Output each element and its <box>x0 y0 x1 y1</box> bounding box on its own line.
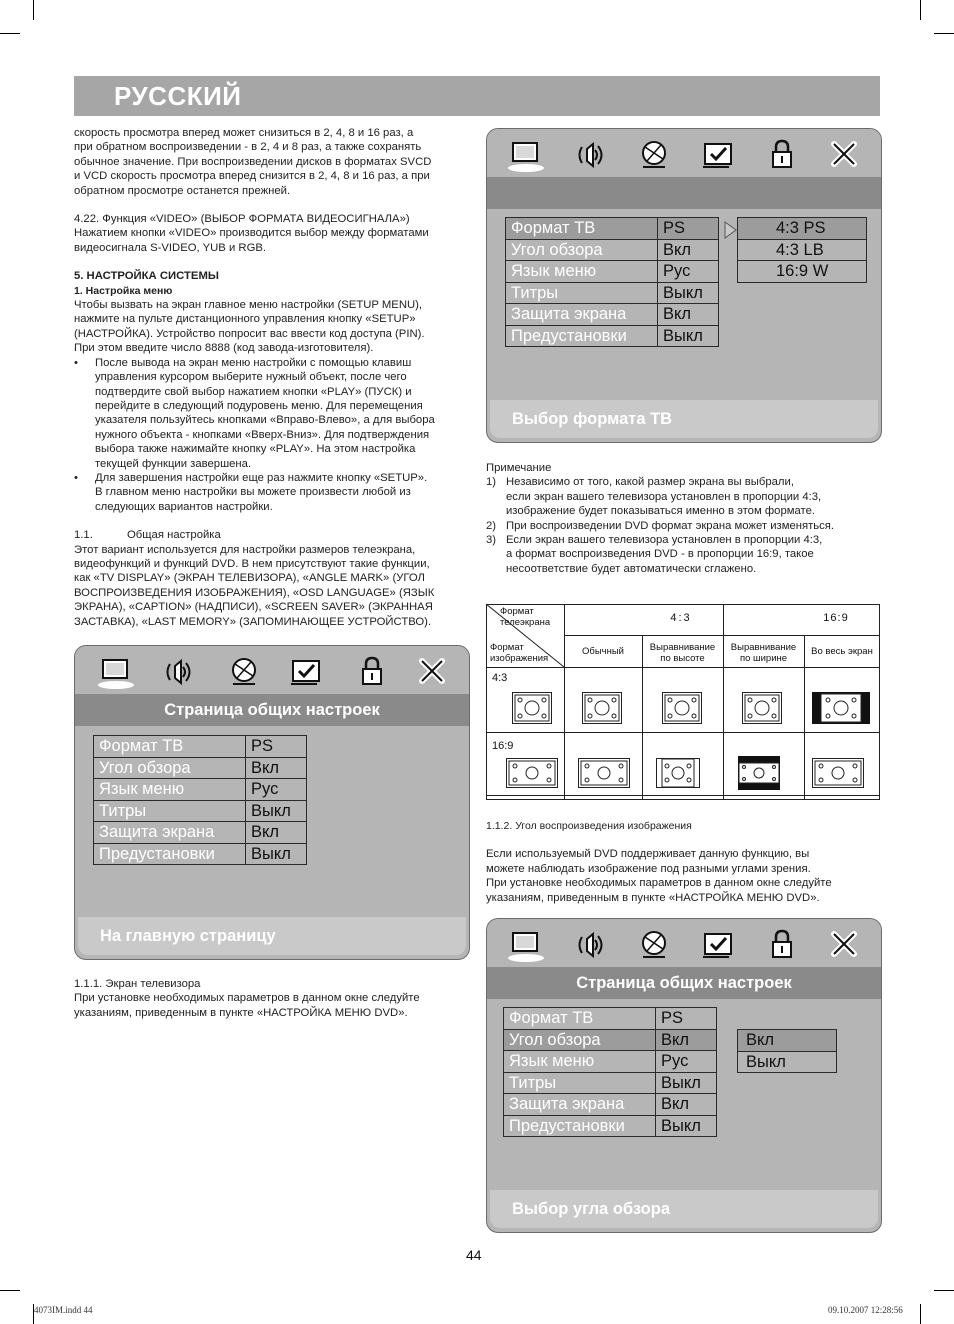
bullet-item <box>74 356 466 471</box>
text-line: ЭКРАНА), «CAPTION» (НАДПИСИ), «SCREEN SAVER» (ЭКРАННАЯ <box>74 601 433 614</box>
option-value: Выкл <box>656 1072 717 1094</box>
option-label: Язык меню <box>94 779 246 801</box>
menu-icon-bar <box>75 646 469 696</box>
text-line: перейдите в следующий подуровень меню. Для перемещения <box>95 399 423 412</box>
option-row[interactable] <box>506 239 719 261</box>
preferences-icon[interactable] <box>699 137 737 173</box>
menu-footer: Выбор угла обзора <box>490 1190 878 1228</box>
option-row[interactable] <box>94 736 307 758</box>
submenu-value: 16:9 W <box>738 261 867 283</box>
text-line: а формат воспроизведения DVD - в пропорции 16:9, такое <box>506 548 814 561</box>
subsection-heading: 1.1.1. Экран телевизора <box>74 978 201 990</box>
text-line: при обратном воспроизведении - в 2, 4 и 8 раз, а также сохранять <box>74 141 422 154</box>
tv-format-submenu <box>737 217 867 283</box>
setup-menu-tv-format <box>486 128 882 443</box>
tv-screen-text <box>74 977 466 1020</box>
close-icon[interactable] <box>825 137 863 173</box>
option-label: Защита экрана <box>504 1094 656 1116</box>
submenu-option-selected[interactable] <box>738 1030 837 1052</box>
option-row[interactable] <box>504 1072 717 1094</box>
note-item <box>486 519 880 533</box>
option-row[interactable] <box>506 261 719 283</box>
option-row[interactable] <box>94 779 307 801</box>
option-label: Защита экрана <box>506 304 658 326</box>
submenu-value: Выкл <box>738 1051 837 1073</box>
option-row[interactable] <box>506 304 719 326</box>
menu-title: Страница общих настроек <box>75 694 469 726</box>
option-row[interactable] <box>504 1115 717 1137</box>
crop-mark <box>934 33 954 34</box>
option-label: Формат ТВ <box>506 218 658 240</box>
note-item <box>486 475 880 518</box>
text-line: управления курсором выберите нужный объект, после чего <box>95 371 407 384</box>
col-header: Обычный <box>582 646 624 657</box>
col-header: Выравнивание по высоте <box>649 642 716 664</box>
para-setup <box>74 298 466 356</box>
disc-icon[interactable] <box>225 654 263 690</box>
setup-menu-angle <box>486 918 882 1233</box>
option-value: Вкл <box>658 239 719 261</box>
close-icon[interactable] <box>825 927 863 963</box>
text-line: как «TV DISPLAY» (ЭКРАН ТЕЛЕВИЗОРА), «ANGLE MARK» (УГОЛ <box>74 572 425 585</box>
option-value: Выкл <box>658 325 719 347</box>
text-line: указаниям, приведенным в пункте «НАСТРОЙКА МЕНЮ DVD». <box>74 1006 408 1019</box>
screen-thumbnail <box>578 758 630 788</box>
text-line: следующих вариантов настройки. <box>95 500 273 513</box>
option-value: Выкл <box>246 843 307 865</box>
crop-mark <box>920 0 921 20</box>
group-header-4-3: 4:3 <box>670 612 692 624</box>
option-value: Вкл <box>246 822 307 844</box>
col-header: Выравнивание по ширине <box>730 642 797 664</box>
section-heading: 5. НАСТРОЙКА СИСТЕМЫ <box>74 270 219 283</box>
menu-footer: На главную страницу <box>78 917 466 955</box>
option-label: Предустановки <box>506 325 658 347</box>
option-label: Титры <box>504 1072 656 1094</box>
text-line: видеосигнала S-VIDEO, YUB и RGB. <box>74 241 267 254</box>
option-row-selected[interactable] <box>504 1029 717 1051</box>
text-line: несоответствие будет автоматически сглажено. <box>506 562 757 575</box>
section-number: 1.1. <box>74 529 93 542</box>
text-line: Чтобы вызвать на экран главное меню настройки (SETUP MENU), <box>74 299 423 312</box>
screen-thumbnail <box>738 756 780 790</box>
text-line: • После вывода на экран меню настройки с помощью клавиш <box>95 356 412 369</box>
option-label: Угол обзора <box>506 239 658 261</box>
text-line: При этом введите число 8888 (код завода-изготовителя). <box>74 342 374 355</box>
screen-thumbnail <box>512 692 552 724</box>
menu-footer: Выбор формата ТВ <box>490 400 878 438</box>
note-number: 3) <box>486 534 497 547</box>
text-line: ВОСПРОИЗВЕДЕНИЯ ИЗОБРАЖЕНИЯ), «OSD LANGUAGE» (ЯЗЫК <box>74 586 435 599</box>
option-value: Выкл <box>246 800 307 822</box>
text-line: можете наблюдать изображение под разными углами зрения. <box>486 862 811 875</box>
screen-thumbnail <box>656 758 700 788</box>
text-line: обычное значение. При воспроизведении дисков в форматах SVCD <box>74 155 432 168</box>
menu-title: Страница общих настроек <box>487 967 881 999</box>
menu-icon-bar <box>487 919 881 969</box>
text-line: Независимо от того, какой размер экрана вы выбрали, <box>506 476 794 489</box>
option-label: Предустановки <box>94 843 246 865</box>
corner-header-top: Формат телеэкрана <box>500 606 551 628</box>
option-row[interactable] <box>94 822 307 844</box>
screen-thumbnail <box>812 758 864 788</box>
subsection-heading: 1.1.2. Угол воспроизведения изображения <box>486 820 692 832</box>
option-value: Рус <box>656 1051 717 1073</box>
menu-title-bar <box>487 177 881 209</box>
setup-menu-general <box>74 645 470 960</box>
text-line: обратном просмотре останется прежней. <box>74 184 291 197</box>
text-line: если экран вашего телевизора установлен в пропорции 4:3, <box>506 490 822 503</box>
option-value: Выкл <box>658 282 719 304</box>
text-line: Этот вариант используется для настройки размеров телеэкрана, <box>74 543 416 556</box>
language-header <box>74 76 880 116</box>
page-title: РУССКИЙ <box>114 81 242 111</box>
audio-icon[interactable] <box>573 137 611 173</box>
option-row[interactable] <box>504 1094 717 1116</box>
bullet-item <box>74 471 466 514</box>
screen-thumbnail <box>506 758 558 788</box>
print-timestamp: 09.10.2007 12:28:56 <box>828 1305 903 1315</box>
para-speed <box>74 126 466 198</box>
options-table <box>505 217 719 347</box>
lock-icon[interactable] <box>763 137 801 173</box>
option-row[interactable] <box>506 282 719 304</box>
submenu-option[interactable] <box>738 261 867 283</box>
text-line: В главном меню настройки вы можете произвести любой из <box>95 486 411 499</box>
option-value: Вкл <box>246 757 307 779</box>
text-line: Если используемый DVD поддерживает данную функцию, вы <box>486 848 810 861</box>
row-header-4-3: 4:3 <box>492 672 508 684</box>
text-line: скорость просмотра вперед может снизиться в 2, 4, 8 и 16 раз, а <box>74 127 414 139</box>
group-header-16-9: 16:9 <box>823 612 849 624</box>
note-number: 2) <box>486 519 497 532</box>
screen-thumbnail <box>662 692 702 724</box>
option-label: Предустановки <box>504 1115 656 1137</box>
option-row[interactable] <box>504 1051 717 1073</box>
option-row[interactable] <box>94 843 307 865</box>
option-value: Вкл <box>656 1094 717 1116</box>
text-line: Нажатием кнопки «VIDEO» производится выбор между форматами <box>74 227 429 240</box>
text-line: ЗАСТАВКА), «LAST MEMORY» (ЗАПОМИНАЮЩЕЕ УСТРОЙСТВО). <box>74 615 432 628</box>
text-line: При установке необходимых параметров в данном окне следуйте <box>486 877 832 890</box>
submenu-value: 4:3 LB <box>738 239 867 261</box>
option-label: Язык меню <box>506 261 658 283</box>
option-label: Формат ТВ <box>94 736 246 758</box>
subsection-heading: 1. Настройка меню <box>74 284 173 297</box>
note-title: Примечание <box>486 462 552 474</box>
preferences-icon[interactable] <box>287 654 325 690</box>
left-text-block <box>74 126 466 629</box>
note-number: 1) <box>486 476 497 489</box>
text-line: При установке необходимых параметров в данном окне следуйте <box>74 992 420 1005</box>
col-header: Во весь экран <box>811 646 873 657</box>
option-value: Выкл <box>656 1115 717 1137</box>
option-row-selected[interactable] <box>506 218 719 240</box>
submenu-value: Вкл <box>738 1030 837 1052</box>
angle-submenu <box>737 1029 837 1073</box>
text-line: нужного объекта - кнопками «Вверх-Вниз». Для подтверждения <box>95 428 430 441</box>
option-label: Язык меню <box>504 1051 656 1073</box>
submenu-option[interactable] <box>738 239 867 261</box>
text-line: подтвердите свой выбор нажатием кнопки «PLAY» (ПУСК) и <box>95 385 412 398</box>
angle-text <box>486 819 880 905</box>
text-line: текущей функции завершена. <box>95 457 252 470</box>
crop-mark <box>934 1290 954 1291</box>
submenu-option[interactable] <box>738 1051 837 1073</box>
arrow-right-icon <box>724 221 738 239</box>
option-label: Формат ТВ <box>504 1008 656 1030</box>
subsection-heading <box>74 528 466 542</box>
option-value: Вкл <box>658 304 719 326</box>
screen-thumbnail <box>812 692 870 724</box>
screen-thumbnail <box>582 692 622 724</box>
corner-header-bottom: Формат изображения <box>490 642 549 664</box>
audio-icon[interactable] <box>161 654 199 690</box>
crop-mark <box>0 33 20 34</box>
lock-icon[interactable] <box>353 654 391 690</box>
text-line: (НАСТРОЙКА). Устройство попросит вас ввести код доступа (PIN). <box>74 327 425 340</box>
section-title: Общая настройка <box>127 529 221 542</box>
option-value: PS <box>658 218 719 240</box>
disc-icon[interactable] <box>635 927 673 963</box>
menu-icon-bar <box>487 129 881 179</box>
audio-icon[interactable] <box>573 927 611 963</box>
option-value: PS <box>656 1008 717 1030</box>
option-value: Рус <box>246 779 307 801</box>
page-number: 44 <box>466 1247 482 1263</box>
text-line: выбора также нажимайте кнопку «PLAY». На этом настройка <box>95 443 416 456</box>
preferences-icon[interactable] <box>699 927 737 963</box>
para-video <box>74 212 466 255</box>
options-table <box>503 1007 717 1137</box>
tv-display-icon[interactable] <box>97 654 135 690</box>
disc-icon[interactable] <box>635 137 673 173</box>
text-line: нажмите на пульте дистанционного управления кнопку «SETUP» <box>74 313 416 326</box>
text-line: указаниям, приведенным в пункте «НАСТРОЙКА МЕНЮ DVD». <box>486 891 820 904</box>
tv-display-icon[interactable] <box>507 137 545 173</box>
note-item <box>486 533 880 576</box>
option-label: Титры <box>506 282 658 304</box>
text-line: и VCD скорость просмотра вперед снизится в 2, 4, 8 и 16 раз, а при <box>74 170 430 183</box>
tv-display-icon[interactable] <box>507 927 545 963</box>
crop-mark <box>920 1304 921 1324</box>
text-line: видеофункций и функций DVD. В нем присутствуют такие функции, <box>74 557 430 570</box>
option-value: PS <box>246 736 307 758</box>
option-label: Угол обзора <box>504 1029 656 1051</box>
option-label: Защита экрана <box>94 822 246 844</box>
print-file-info: 4073IM.indd 44 <box>34 1305 93 1315</box>
text-line: 4.22. Функция «VIDEO» (ВЫБОР ФОРМАТА ВИДЕОСИГНАЛА») <box>74 213 410 226</box>
crop-mark <box>0 1290 20 1291</box>
text-line: При воспроизведении DVD формат экрана может изменяться. <box>506 519 835 532</box>
text-line: указателя пользуйтесь кнопками «Вправо-Влево», а для выбора <box>95 414 435 427</box>
submenu-option-selected[interactable] <box>738 218 867 240</box>
option-value: Рус <box>658 261 719 283</box>
submenu-value: 4:3 PS <box>738 218 867 240</box>
options-table <box>93 735 307 865</box>
option-value: Вкл <box>656 1029 717 1051</box>
option-row[interactable] <box>504 1008 717 1030</box>
option-label: Угол обзора <box>94 757 246 779</box>
row-header-16-9: 16:9 <box>492 740 514 752</box>
option-label: Титры <box>94 800 246 822</box>
option-row[interactable] <box>94 757 307 779</box>
option-row[interactable] <box>94 800 307 822</box>
crop-mark <box>33 0 34 20</box>
text-line: • Для завершения настройки еще раз нажмите кнопку «SETUP». <box>95 471 428 484</box>
text-line: изображение будет показываться именно в этом формате. <box>506 505 815 518</box>
aspect-ratio-table <box>486 604 880 800</box>
para-general <box>74 543 466 629</box>
option-row[interactable] <box>506 325 719 347</box>
text-line: Если экран вашего телевизора установлен в пропорции 4:3, <box>506 534 823 547</box>
close-icon[interactable] <box>413 654 451 690</box>
lock-icon[interactable] <box>763 927 801 963</box>
note-block <box>486 461 880 576</box>
screen-thumbnail <box>742 692 782 724</box>
